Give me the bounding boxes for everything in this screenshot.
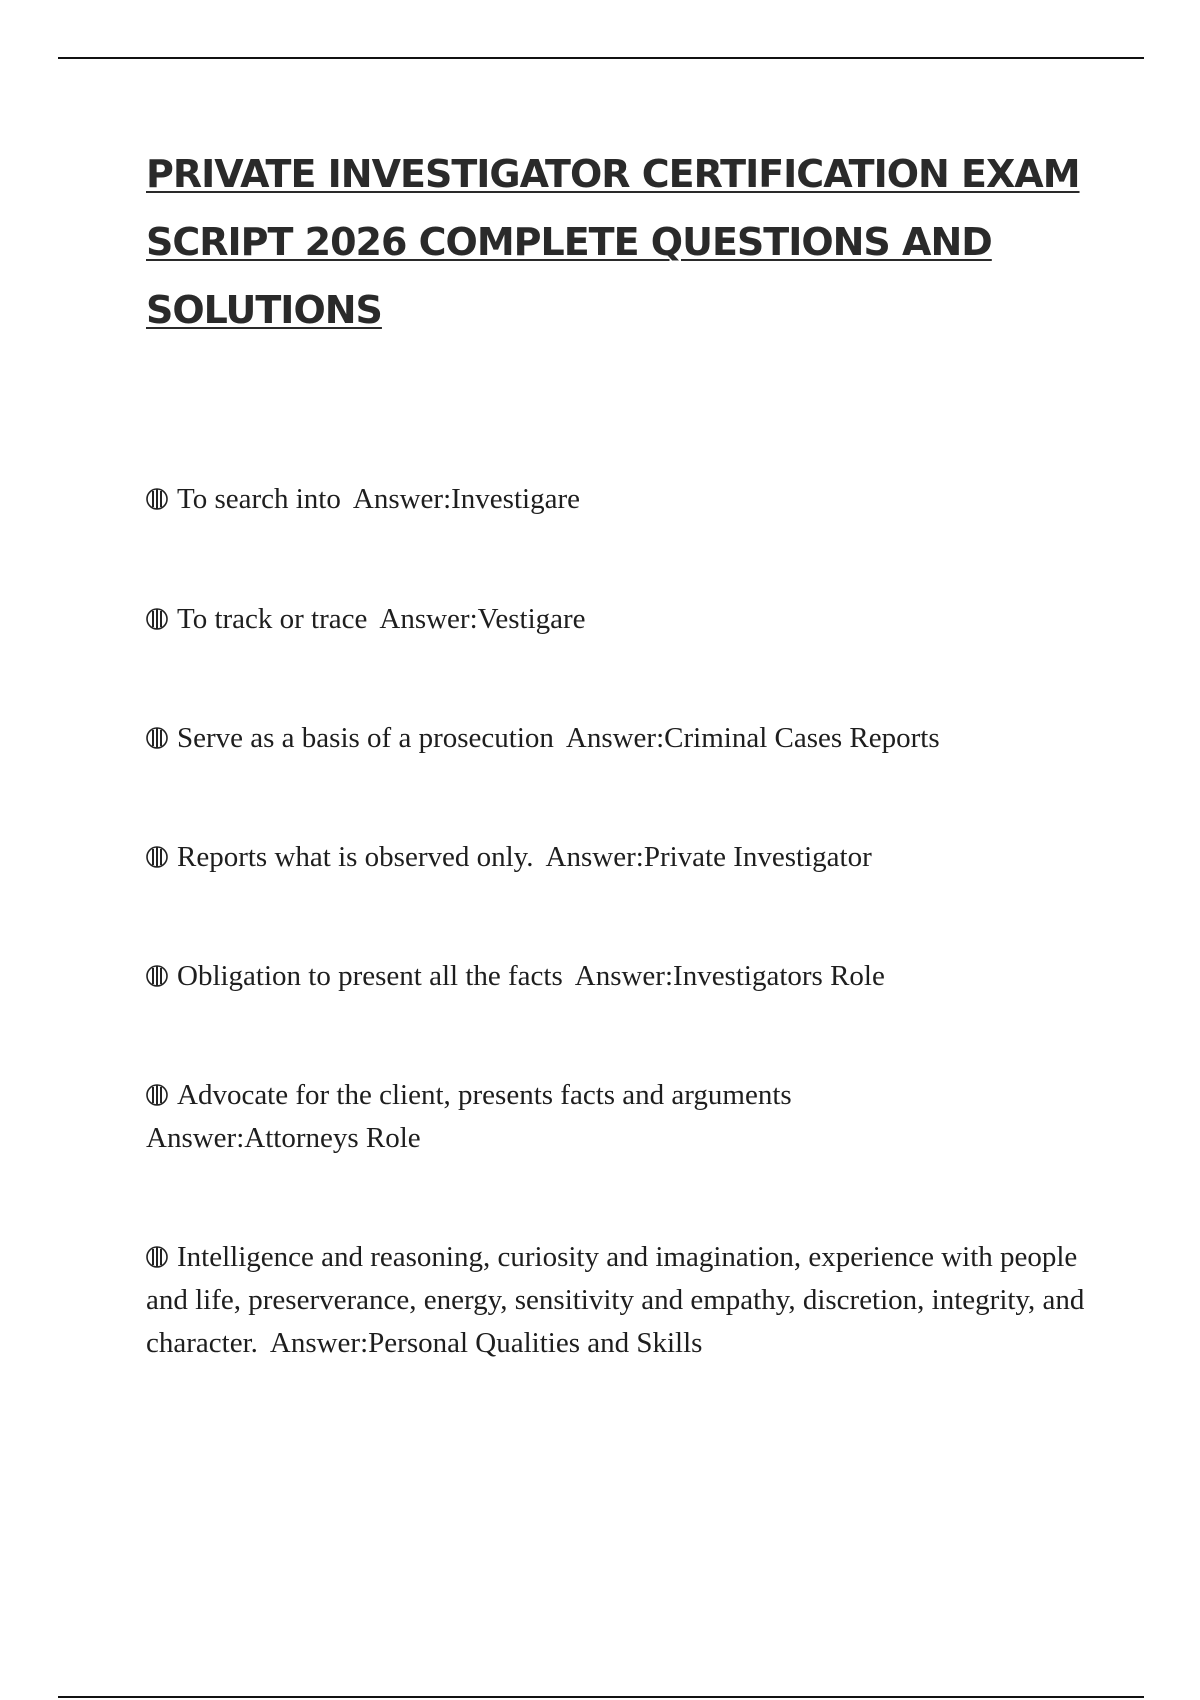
question-text: Serve as a basis of a prosecution <box>177 722 554 754</box>
document-title: PRIVATE INVESTIGATOR CERTIFICATION EXAM SCRIPT 2026 COMPLETE QUESTIONS AND SOLUTIONS <box>146 152 1080 332</box>
answer-text: Personal Qualities and Skills <box>368 1327 703 1359</box>
qa-item <box>146 1074 976 1160</box>
answer-label: Answer: <box>574 960 674 992</box>
circle-bullet-icon <box>146 727 168 749</box>
qa-item <box>146 478 1096 521</box>
question-text: Advocate for the client, presents facts and arguments <box>177 1079 792 1111</box>
answer-text: Attorneys Role <box>244 1122 421 1154</box>
question-text: Obligation to present all the facts <box>177 960 563 992</box>
answer-text: Vestigare <box>477 603 586 635</box>
qa-item <box>146 955 1096 998</box>
question-text: To search into <box>177 483 341 515</box>
qa-item <box>146 836 1096 879</box>
answer-label: Answer: <box>146 1122 245 1154</box>
answer-label: Answer: <box>545 841 644 873</box>
circle-bullet-icon <box>146 488 168 510</box>
answer-label: Answer: <box>565 722 665 754</box>
circle-bullet-icon <box>146 846 168 868</box>
circle-bullet-icon <box>146 1084 168 1106</box>
top-divider <box>58 57 1144 59</box>
qa-item <box>146 1236 1096 1365</box>
question-text: To track or trace <box>177 603 368 635</box>
bottom-divider <box>58 1696 1144 1698</box>
circle-bullet-icon <box>146 1246 168 1268</box>
answer-text: Criminal Cases Reports <box>664 722 940 754</box>
answer-text: Investigators Role <box>673 960 885 992</box>
answer-label: Answer: <box>352 483 452 515</box>
answer-label: Answer: <box>379 603 478 635</box>
question-text: Intelligence and reasoning, curiosity and imagination, experience with people and life, preserverance, energy, sensitivity and empathy, discretion, integrity, and character. <box>146 1241 1085 1359</box>
qa-item <box>146 598 1096 641</box>
circle-bullet-icon <box>146 965 168 987</box>
answer-text: Private Investigator <box>643 841 872 873</box>
answer-text: Investigare <box>451 483 580 515</box>
question-text: Reports what is observed only. <box>177 841 534 873</box>
qa-item <box>146 717 1096 760</box>
circle-bullet-icon <box>146 608 168 630</box>
answer-label: Answer: <box>269 1327 369 1359</box>
